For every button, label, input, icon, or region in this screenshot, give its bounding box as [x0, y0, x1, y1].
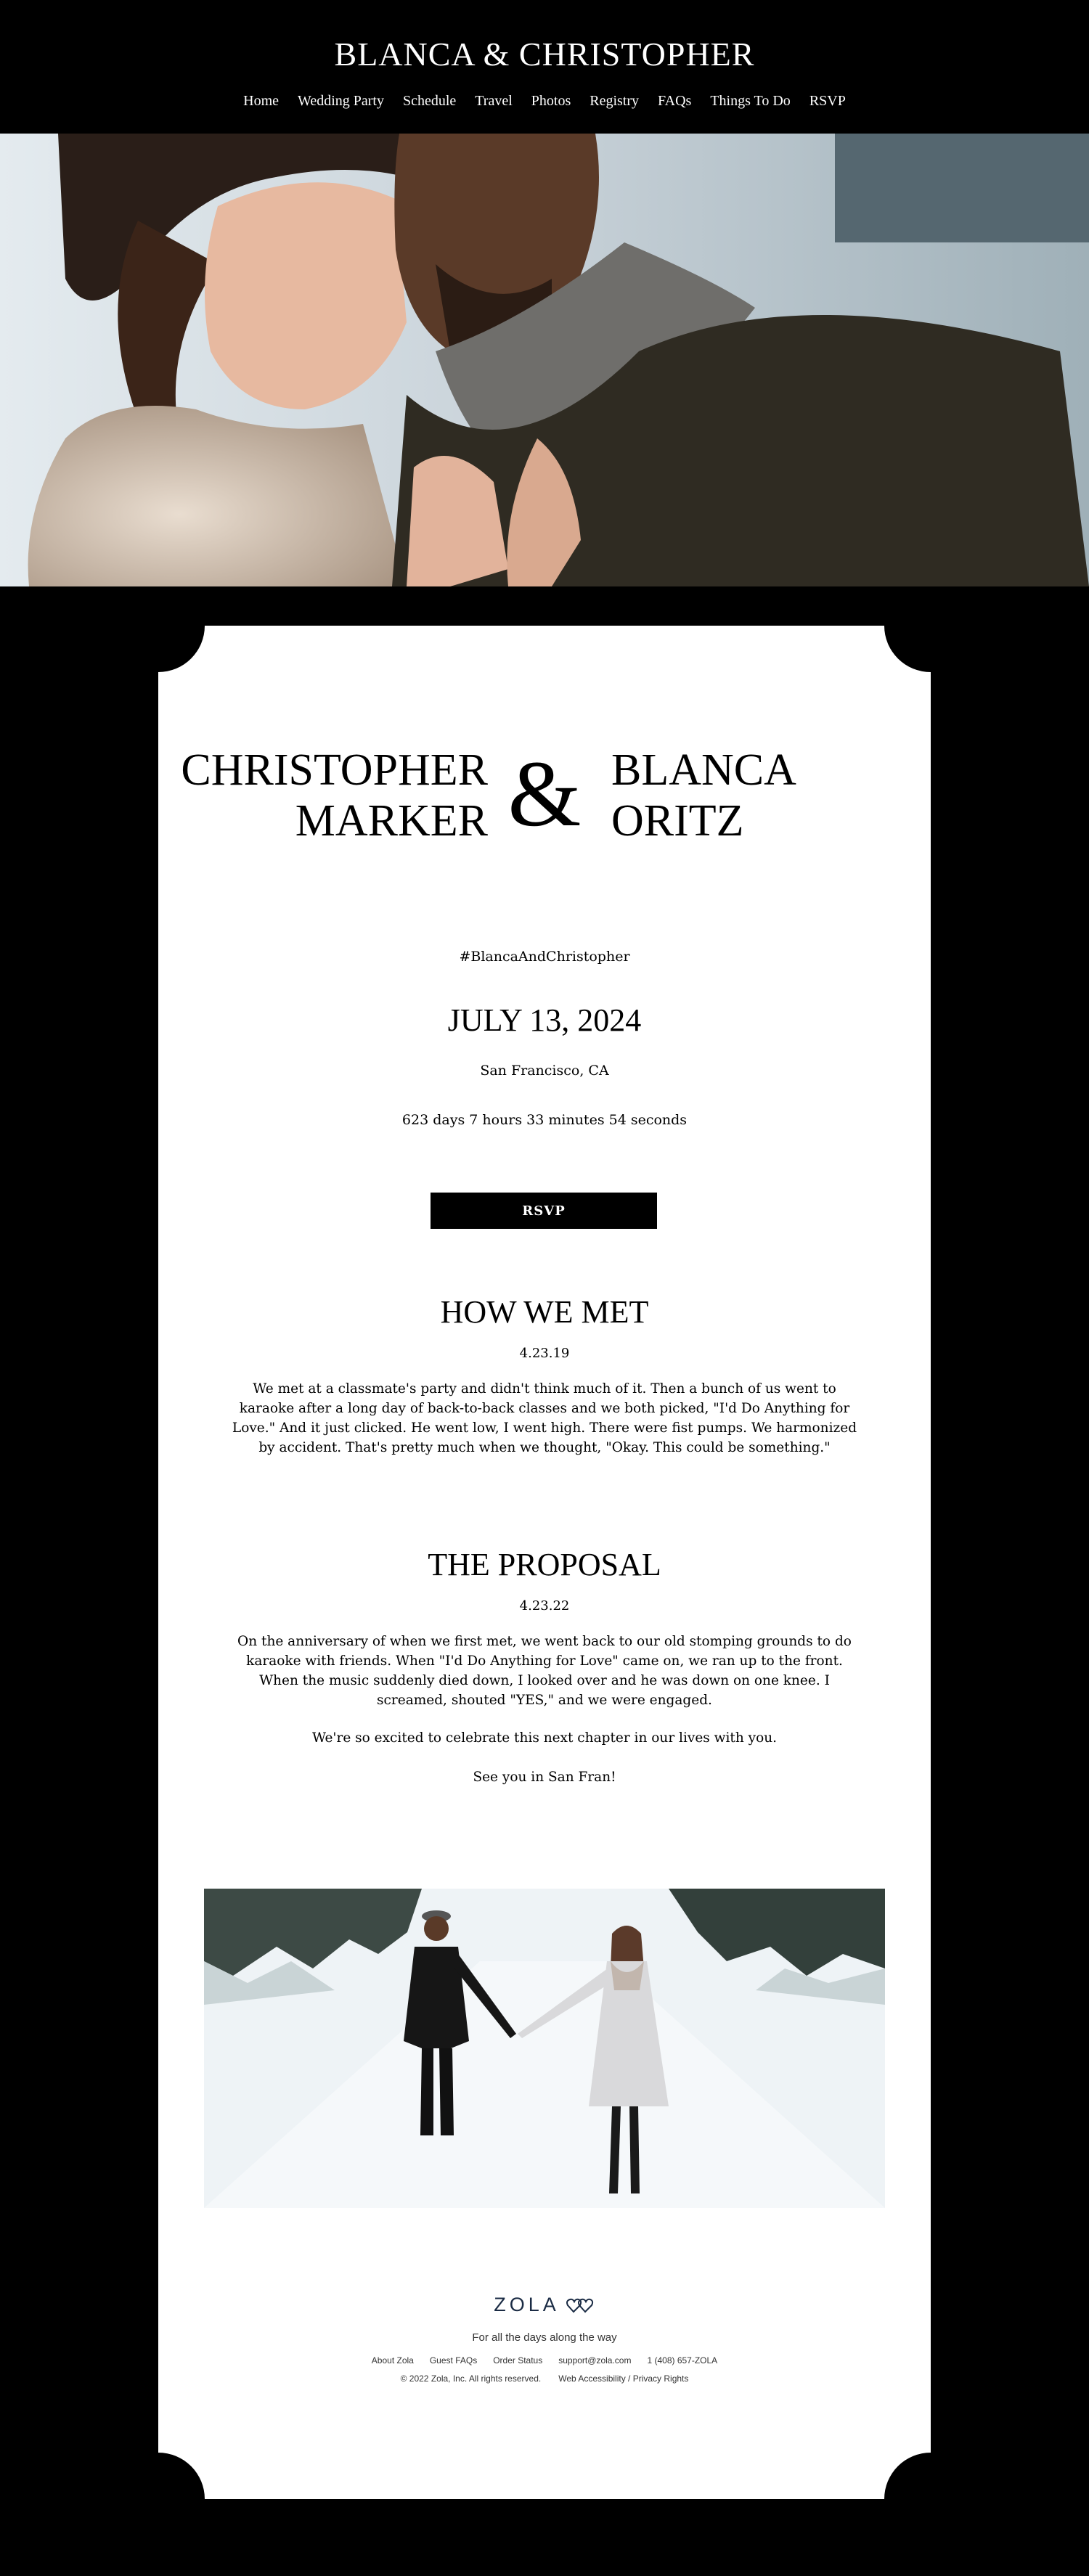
snow-road-illustration [204, 1889, 885, 2208]
footer-links [158, 2355, 931, 2366]
footer-legal [158, 2373, 931, 2384]
zola-logo[interactable] [158, 2294, 931, 2316]
card-notch [158, 626, 205, 672]
proposal-date: 4.23.22 [519, 1598, 570, 1614]
bride-first-name: BLANCA [611, 745, 796, 795]
footer-link-support-email[interactable]: support@zola.com [558, 2355, 632, 2366]
groom-name [181, 745, 488, 846]
nav-things-to-do[interactable]: Things To Do [710, 93, 791, 109]
couple-walking-photo [204, 1889, 885, 2208]
bride-last-name: ORITZ [611, 796, 744, 846]
proposal-title: THE PROPOSAL [428, 1547, 661, 1582]
nav-home[interactable]: Home [243, 93, 280, 109]
nav-registry[interactable]: Registry [590, 93, 640, 109]
how-we-met-story: We met at a classmate's party and didn't think much of it. Then a bunch of us went to karaoke after a long day of back-to-back classes and we both picked, "I'd Do Anything for Love." And it just clicked. He went low, I went high. There were fist pumps. We harmonized by accident. That's pretty much when we thought, "Okay. This could be something." [232, 1381, 857, 1455]
nav-faqs[interactable]: FAQs [658, 93, 692, 109]
nav-schedule[interactable]: Schedule [402, 93, 457, 109]
content-card [158, 626, 931, 2499]
main-nav [0, 93, 1089, 110]
footer-link-guest-faqs[interactable]: Guest FAQs [429, 2355, 478, 2366]
zola-hearts-icon [566, 2298, 595, 2314]
rsvp-button[interactable]: RSVP [431, 1193, 657, 1229]
nav-wedding-party[interactable]: Wedding Party [298, 93, 384, 109]
nav-photos[interactable]: Photos [531, 93, 571, 109]
wedding-date: JULY 13, 2024 [447, 1002, 642, 1038]
zola-tagline: For all the days along the way [472, 2331, 617, 2344]
card-notch [158, 2453, 205, 2499]
proposal-story: On the anniversary of when we first met, we went back to our old stomping grounds to do karaoke with friends. When "I'd Do Anything for Love" came on, we ran up to the front. When the music suddenly died down, I looked over and he was down on one knee. I screamed, shouted "YES," and we were engaged. [237, 1634, 852, 1708]
site-header [0, 0, 1089, 134]
ampersand: & [507, 742, 582, 846]
card-notch [884, 2453, 931, 2499]
footer-legal-link[interactable]: Web Accessibility / Privacy Rights [558, 2373, 689, 2384]
hero-photo [0, 134, 1089, 586]
footer-link-order-status[interactable]: Order Status [493, 2355, 543, 2366]
closing-signoff: See you in San Fran! [473, 1770, 616, 1785]
nav-rsvp[interactable]: RSVP [809, 93, 846, 109]
hero-couple-illustration [0, 134, 1089, 586]
footer-copyright: © 2022 Zola, Inc. All rights reserved. [400, 2373, 542, 2384]
couple-names [158, 742, 931, 861]
how-we-met-title: HOW WE MET [440, 1294, 649, 1330]
groom-first-name: CHRISTOPHER [181, 745, 488, 795]
how-we-met-date: 4.23.19 [519, 1346, 570, 1361]
bride-name [611, 745, 796, 846]
countdown-timer: 623 days 7 hours 33 minutes 54 seconds [401, 1112, 688, 1128]
zola-wordmark: ZOLA [494, 2294, 559, 2315]
wedding-location: San Francisco, CA [480, 1063, 609, 1079]
site-title[interactable]: BLANCA & CHRISTOPHER [334, 36, 755, 73]
footer-link-phone[interactable]: 1 (408) 657-ZOLA [647, 2355, 718, 2366]
card-notch [884, 626, 931, 672]
nav-travel[interactable]: Travel [475, 93, 513, 109]
footer-link-about[interactable]: About Zola [371, 2355, 414, 2366]
closing-message: We're so excited to celebrate this next chapter in our lives with you. [311, 1730, 778, 1746]
wedding-hashtag: #BlancaAndChristopher [459, 949, 630, 965]
groom-last-name: MARKER [295, 796, 488, 846]
